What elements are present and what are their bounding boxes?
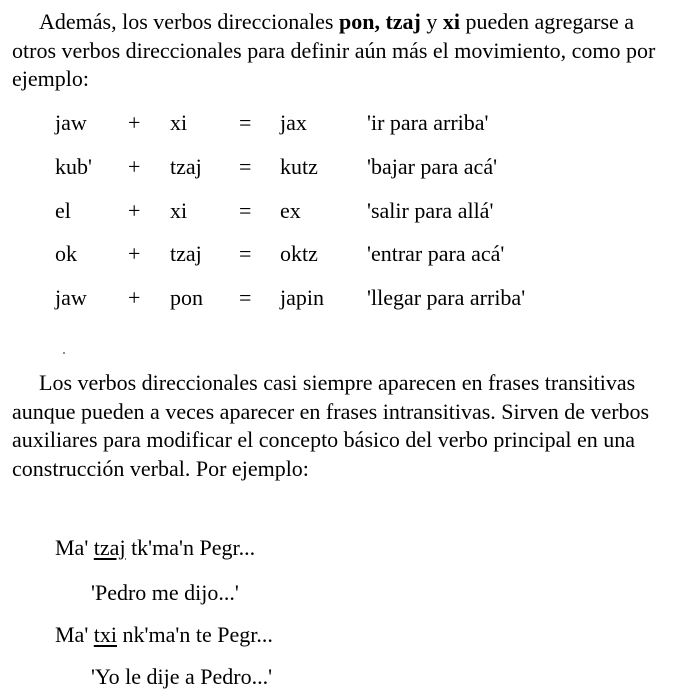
plus-sign: +: [128, 241, 141, 266]
sentence-2-underlined: txi: [93, 622, 118, 647]
bold-term-xi: xi: [442, 9, 460, 34]
example-sentence-2: [55, 622, 273, 648]
sentence-1-post: tk'ma'n Pegr...: [125, 535, 256, 560]
example-verb: jaw: [55, 285, 87, 310]
example-sentence-1: [55, 535, 255, 561]
example-verb: el: [55, 198, 71, 223]
bold-term-pon: pon,: [338, 9, 380, 34]
equals-sign: =: [239, 110, 252, 135]
example-row: [0, 110, 674, 140]
example-gloss: 'bajar para acá': [367, 154, 498, 179]
example-result: oktz: [280, 241, 318, 266]
intro-text-c: y: [420, 9, 443, 34]
equals-sign: =: [239, 285, 252, 310]
example-directional: tzaj: [170, 241, 202, 266]
example-gloss: 'salir para allá': [367, 198, 494, 223]
example-result: jax: [280, 110, 307, 135]
intro-paragraph: [12, 8, 662, 94]
example-gloss: 'llegar para arriba': [367, 285, 526, 310]
plus-sign: +: [128, 285, 141, 310]
example-result: kutz: [280, 154, 318, 179]
example-row: [0, 198, 674, 228]
sentence-2-post: nk'ma'n te Pegr...: [117, 622, 273, 647]
example-directional: pon: [170, 285, 203, 310]
example-verb: ok: [55, 241, 77, 266]
equals-sign: =: [239, 241, 252, 266]
sentence-2-pre: Ma': [55, 622, 94, 647]
translation-1: 'Pedro me dijo...': [91, 580, 239, 605]
example-result: japin: [280, 285, 324, 310]
plus-sign: +: [128, 110, 141, 135]
example-directional: xi: [170, 110, 188, 135]
example-verb: kub': [55, 154, 92, 179]
explanation-paragraph: [12, 369, 662, 483]
intro-text-a: Además, los verbos direccionales: [39, 9, 339, 34]
example-result: ex: [280, 198, 301, 223]
print-speck: [63, 352, 65, 354]
equals-sign: =: [239, 154, 252, 179]
plus-sign: +: [128, 154, 141, 179]
plus-sign: +: [128, 198, 141, 223]
example-row: [0, 241, 674, 271]
example-gloss: 'entrar para acá': [367, 241, 505, 266]
example-row: [0, 154, 674, 184]
sentence-1-underlined: tzaj: [93, 535, 126, 560]
bold-term-tzaj: tzaj: [385, 9, 421, 34]
sentence-1-pre: Ma': [55, 535, 94, 560]
example-gloss: 'ir para arriba': [367, 110, 489, 135]
translation-2: 'Yo le dije a Pedro...': [91, 664, 273, 689]
example-verb: jaw: [55, 110, 87, 135]
explanation-text: Los verbos direccionales casi siempre aparecen en frases transitivas aunque pueden a veces aparecer en frases intransitivas. Sirven de verbos auxiliares para modificar el concepto básico del verbo principal en una construcción verbal. Por ejemplo:: [12, 370, 650, 481]
example-row: [0, 285, 674, 315]
intro-text-d: pueden agregarse a otros verbos direccionales para definir aún más el movimiento, como por ejemplo:: [12, 9, 656, 91]
example-directional: xi: [170, 198, 188, 223]
example-directional: tzaj: [170, 154, 202, 179]
equals-sign: =: [239, 198, 252, 223]
